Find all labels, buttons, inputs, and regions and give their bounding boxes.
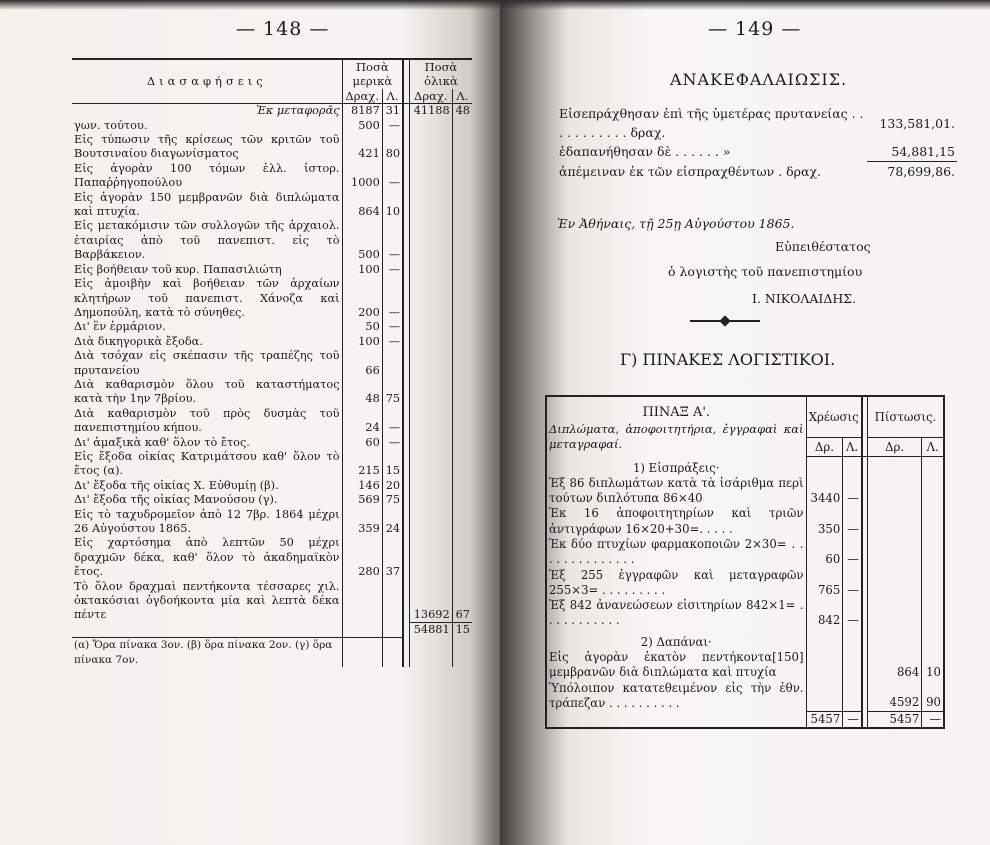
ledger-text: Ἐκ 16 ἀποφοιτητηρίων καὶ τριῶν ἀντιγράφων 16×20+30=. . . . .: [546, 506, 806, 537]
ledger-credit-dr: 4592: [867, 681, 921, 712]
expense-row: [72, 277, 472, 320]
recap-amount: 133,581,01.: [879, 115, 955, 131]
expense-l: —: [382, 162, 403, 191]
expense-dr: 421: [342, 133, 382, 162]
expense-l: —: [382, 119, 403, 133]
table-a-title: ΠΙΝΑΞ Α'.: [642, 405, 711, 420]
table-a-totals: [546, 711, 944, 728]
expense-dr: 500: [342, 119, 382, 133]
debit-total-dr: 5457: [806, 711, 843, 728]
expense-text: Διὰ δικηγορικὰ ἔξοδα.: [74, 334, 203, 348]
expense-l: —: [382, 320, 403, 334]
expense-text: Εἰς τύπωσιν τῆς κρίσεως τῶν κριτῶν τοῦ Βουτσιναίου διαγωνίσματος: [74, 133, 340, 161]
expense-l: —: [382, 436, 403, 450]
ledger-credit-l: 10: [922, 650, 944, 681]
debit-total-l: —: [843, 711, 862, 728]
section-title: Γ) ΠΙΝΑΚΕΣ ΛΟΓΙΣΤΙΚΟΙ.: [620, 350, 836, 369]
recap-text: ἐδαπανήθησαν δὲ . . . . . . »: [559, 144, 731, 160]
page-number-right: — 149 —: [708, 18, 802, 40]
subtotal-dr: 13692: [409, 580, 452, 623]
signature: Ι. ΝΙΚΟΛΑΙΔΗΣ.: [752, 291, 857, 306]
expense-dr: 66: [342, 349, 382, 378]
header-drach-total: Δραχ.: [409, 89, 452, 104]
receipts-heading: 1) Εἰσπράξεις·: [546, 457, 806, 476]
expense-l: —: [382, 335, 403, 349]
expense-row: [72, 407, 472, 436]
carried-partial-dr: 8187: [342, 104, 382, 119]
recap-title: ΑΝΑΚΕΦΑΛΑΙΩΣΙΣ.: [670, 70, 848, 89]
credit-l: Λ.: [922, 438, 944, 457]
recap-row: [557, 142, 957, 162]
expense-text: Δι' ἁμαξικὰ καθ' ὅλον τὸ ἔτος.: [74, 435, 250, 449]
expense-l: 75: [382, 493, 403, 507]
ornament-divider: [690, 320, 760, 322]
debit-dr: Δρ.: [806, 438, 843, 457]
expense-dr: 146: [342, 479, 382, 493]
carried-label: Ἐκ μεταφορᾶς: [256, 104, 340, 118]
expense-text: Εἰς ἀμοιβὴν καὶ βοήθειαν τῶν ἀρχαίων κλητήρων τοῦ πανεπιστ. Χάνοζα καὶ Δημοπούλη, κατὰ τὸ σύνηθες.: [74, 277, 340, 319]
grand-total-dr: 54881: [409, 623, 452, 638]
expense-dr: 50: [342, 320, 382, 334]
expense-l: 37: [382, 536, 403, 579]
table-a-subtitle: Διπλώματα, ἀποφοιτητήρια, ἐγγραφαὶ καὶ μεταγραφαί.: [549, 422, 804, 451]
recap-amount: 54,881,15: [891, 144, 955, 159]
expense-text: γων. τούτου.: [74, 118, 148, 132]
ledger-row: [546, 506, 944, 537]
expense-l: [382, 349, 403, 378]
ledger-debit-dr: 3440: [806, 476, 843, 507]
expense-text: Διὰ τσόχαν εἰς σκέπασιν τῆς τραπέζης τοῦ πρυτανείου: [74, 349, 340, 377]
ledger-row: [546, 476, 944, 507]
expense-text: Διὰ καθαρισμὸν ὅλου τοῦ καταστήματος κατὰ τὴν 1ην 7βρίου.: [74, 377, 340, 406]
expense-rows: [72, 119, 472, 580]
credit-total-dr: 5457: [867, 711, 921, 728]
header-description: Διασαφήσεις: [72, 59, 342, 104]
header-lepta: Λ.: [382, 89, 403, 104]
ledger-debit-l: —: [843, 506, 862, 537]
expense-text: Εἰς ἀγορὰν 150 μεμβρανῶν διὰ διπλώματα καὶ πτυχία.: [74, 190, 340, 219]
page-number-left: — 148 —: [236, 18, 330, 40]
grand-total-l: 15: [452, 623, 472, 638]
ledger-debit-dr: 350: [806, 506, 843, 537]
expense-l: 24: [382, 508, 403, 537]
expense-dr: 100: [342, 335, 382, 349]
header-total: Ποσὰ ὁλικὰ: [409, 59, 472, 89]
expense-dr: 359: [342, 508, 382, 537]
expense-dr: 280: [342, 536, 382, 579]
credit-total-l: —: [922, 711, 944, 728]
expenses-heading: 2) Δαπάναι·: [546, 629, 806, 650]
ledger-text: Ἐξ 255 ἐγγραφῶν καὶ μεταγραφῶν 255×3= . . . . . . . . .: [546, 568, 806, 599]
carried-row: [72, 104, 472, 119]
ledger-debit-dr: 842: [806, 598, 843, 629]
expense-dr: 864: [342, 191, 382, 220]
ledger-text: Ἐκ δύο πτυχίων φαρμακοποιῶν 2×30= . . . . . . . . . . . . . .: [546, 537, 806, 568]
date-line: Ἐν Ἀθήναις, τῇ 25ῃ Αὐγούστου 1865.: [557, 216, 795, 231]
expense-l: —: [382, 263, 403, 277]
expense-row: [72, 349, 472, 378]
expense-text: Δι' ἔξοδα τῆς οἰκίας Χ. Εὐθυμίῃ (β).: [74, 478, 279, 492]
ledger-debit-l: —: [843, 598, 862, 629]
ledger-text: Ἐξ 842 ἀνανεώσεων εἰσιτηρίων 842×1= . . . . . . . . . . .: [546, 598, 806, 629]
expense-table: [72, 58, 472, 667]
recap-text: Εἰσεπράχθησαν ἐπὶ τῆς ὑμετέρας πρυτανείας . . . . . . . . . . . δραχ.: [559, 106, 864, 140]
expense-l: 20: [382, 479, 403, 493]
expense-dr: 60: [342, 436, 382, 450]
expense-dr: 100: [342, 263, 382, 277]
expense-row: [72, 162, 472, 191]
expense-row: [72, 493, 472, 507]
expense-dr: 215: [342, 450, 382, 479]
expense-text: Εἰς τὸ ταχυδρομεῖον ἀπὸ 12 7βρ. 1864 μέχρι 26 Αὐγούστου 1865.: [74, 507, 340, 535]
debit-header: Χρέωσις: [806, 396, 862, 438]
expense-row: [72, 479, 472, 493]
recap-row: [557, 162, 957, 182]
expense-text: Δι' ἓν ἑρμάριον.: [74, 320, 166, 334]
expense-l: 10: [382, 191, 403, 220]
expense-text: Εἰς βοήθειαν τοῦ κυρ. Παπασιλιώτη: [74, 262, 282, 276]
recap-text: ἀπέμειναν ἐκ τῶν εἰσπραχθέντων . δραχ.: [559, 163, 821, 179]
expense-row: [72, 508, 472, 537]
expense-text: Εἰς χαρτόσημα ἀπὸ λεπτῶν 50 μέχρι δραχμῶν δέκα, καθ' ὅλον τὸ ἀκαδημαϊκὸν ἔτος.: [74, 536, 340, 579]
expense-row: [72, 436, 472, 450]
expense-l: 75: [382, 378, 403, 407]
expense-row: [72, 378, 472, 407]
ledger-debit-l: —: [843, 568, 862, 599]
recap-summary: [557, 104, 957, 181]
expense-l: —: [382, 407, 403, 436]
grand-total-row: [72, 623, 472, 638]
subtotal-row: [72, 580, 472, 623]
footnote: (α) Ὅρα πίνακα 3ον. (β) ὅρα πίνακα 2ον. (γ) ὅρα πίνακα 7ον.: [72, 638, 342, 667]
expense-text: Εἰς ἔξοδα οἰκίας Κατριμάτσου καθ' ὅλον τὸ ἔτος (α).: [74, 449, 340, 478]
expense-l: —: [382, 277, 403, 320]
expense-row: [72, 335, 472, 349]
expense-text: Δι' ἔξοδα τῆς οἰκίας Μανούσου (γ).: [74, 493, 278, 507]
expense-dr: 24: [342, 407, 382, 436]
expense-row: [72, 119, 472, 133]
ledger-text: Ὑπόλοιπον κατατεθειμένον εἰς τὴν ἐθν. τράπεζαν . . . . . . . . . .: [546, 681, 806, 712]
expense-row: [72, 450, 472, 479]
expense-l: 15: [382, 450, 403, 479]
expense-dr: 48: [342, 378, 382, 407]
expense-row: [72, 191, 472, 220]
subtotal-l: 67: [452, 580, 472, 623]
expense-row: [72, 320, 472, 334]
debit-l: Λ.: [843, 438, 862, 457]
ledger-debit-dr: 765: [806, 568, 843, 599]
ledger-text: Ἐξ 86 διπλωμάτων κατὰ τὰ ἰσάριθμα περὶ τούτων διπλότυπα 86×40: [546, 476, 806, 507]
expense-row: [72, 133, 472, 162]
ledger-credit-l: 90: [922, 681, 944, 712]
recap-amount: 78,699,86.: [867, 162, 957, 182]
ledger-credit-dr: 864: [867, 650, 921, 681]
expense-dr: 1000: [342, 162, 382, 191]
carried-total-dr: 41188: [409, 104, 452, 119]
carried-total-l: 48: [452, 104, 472, 119]
expense-text: Διὰ καθαρισμὸν τοῦ πρὸς δυσμὰς τοῦ πανεπιστημίου κήπου.: [74, 406, 340, 435]
ledger-debit-dr: 60: [806, 537, 843, 568]
header-partial: Ποσὰ μερικὰ: [342, 59, 403, 89]
ledger-table-a: [545, 395, 945, 729]
ledger-row: [546, 681, 944, 712]
closing: Εὐπειθέστατος: [775, 239, 871, 254]
expense-text: Εἰς ἀγορὰν 100 τόμων ἑλλ. ἱστορ. Παπαῤῥηγοπούλου: [74, 161, 340, 190]
credit-dr: Δρ.: [867, 438, 921, 457]
ledger-row: [546, 650, 944, 681]
expense-l: —: [382, 219, 403, 262]
expense-row: [72, 536, 472, 579]
credit-header: Πίστωσις.: [867, 396, 944, 438]
ledger-text: Εἰς ἀγορὰν ἑκατὸν πεντήκοντα[150] μεμβρανῶν διὰ διπλώματα καὶ πτυχία: [546, 650, 806, 681]
expense-dr: 569: [342, 493, 382, 507]
ledger-row: [546, 598, 944, 629]
expense-row: [72, 219, 472, 262]
expense-text: Εἰς μετακόμισιν τῶν συλλογῶν τῆς ἀρχαιολ. ἑταιρίας ἀπὸ τοῦ πανεπιστ. εἰς τὸ Βαρβάκειον.: [74, 219, 340, 262]
carried-partial-l: 31: [382, 104, 403, 119]
header-drach: Δραχ.: [342, 89, 382, 104]
expense-dr: 200: [342, 277, 382, 320]
expense-l: 80: [382, 133, 403, 162]
ledger-row: [546, 537, 944, 568]
recap-row: [557, 104, 957, 142]
subtotal-text: Τὸ ὅλον δραχμαὶ πεντήκοντα τέσσαρες χιλ. ὀκτακόσιαι ὀγδοήκοντα μία καὶ λεπτὰ δέκα πέντε: [74, 579, 340, 622]
expense-dr: 500: [342, 219, 382, 262]
ledger-debit-l: —: [843, 476, 862, 507]
ledger-row: [546, 568, 944, 599]
accountant-role: ὁ λογιστὴς τοῦ πανεπιστημίου: [668, 264, 863, 279]
header-lepta-total: Λ.: [452, 89, 472, 104]
expense-row: [72, 263, 472, 277]
ledger-debit-l: —: [843, 537, 862, 568]
